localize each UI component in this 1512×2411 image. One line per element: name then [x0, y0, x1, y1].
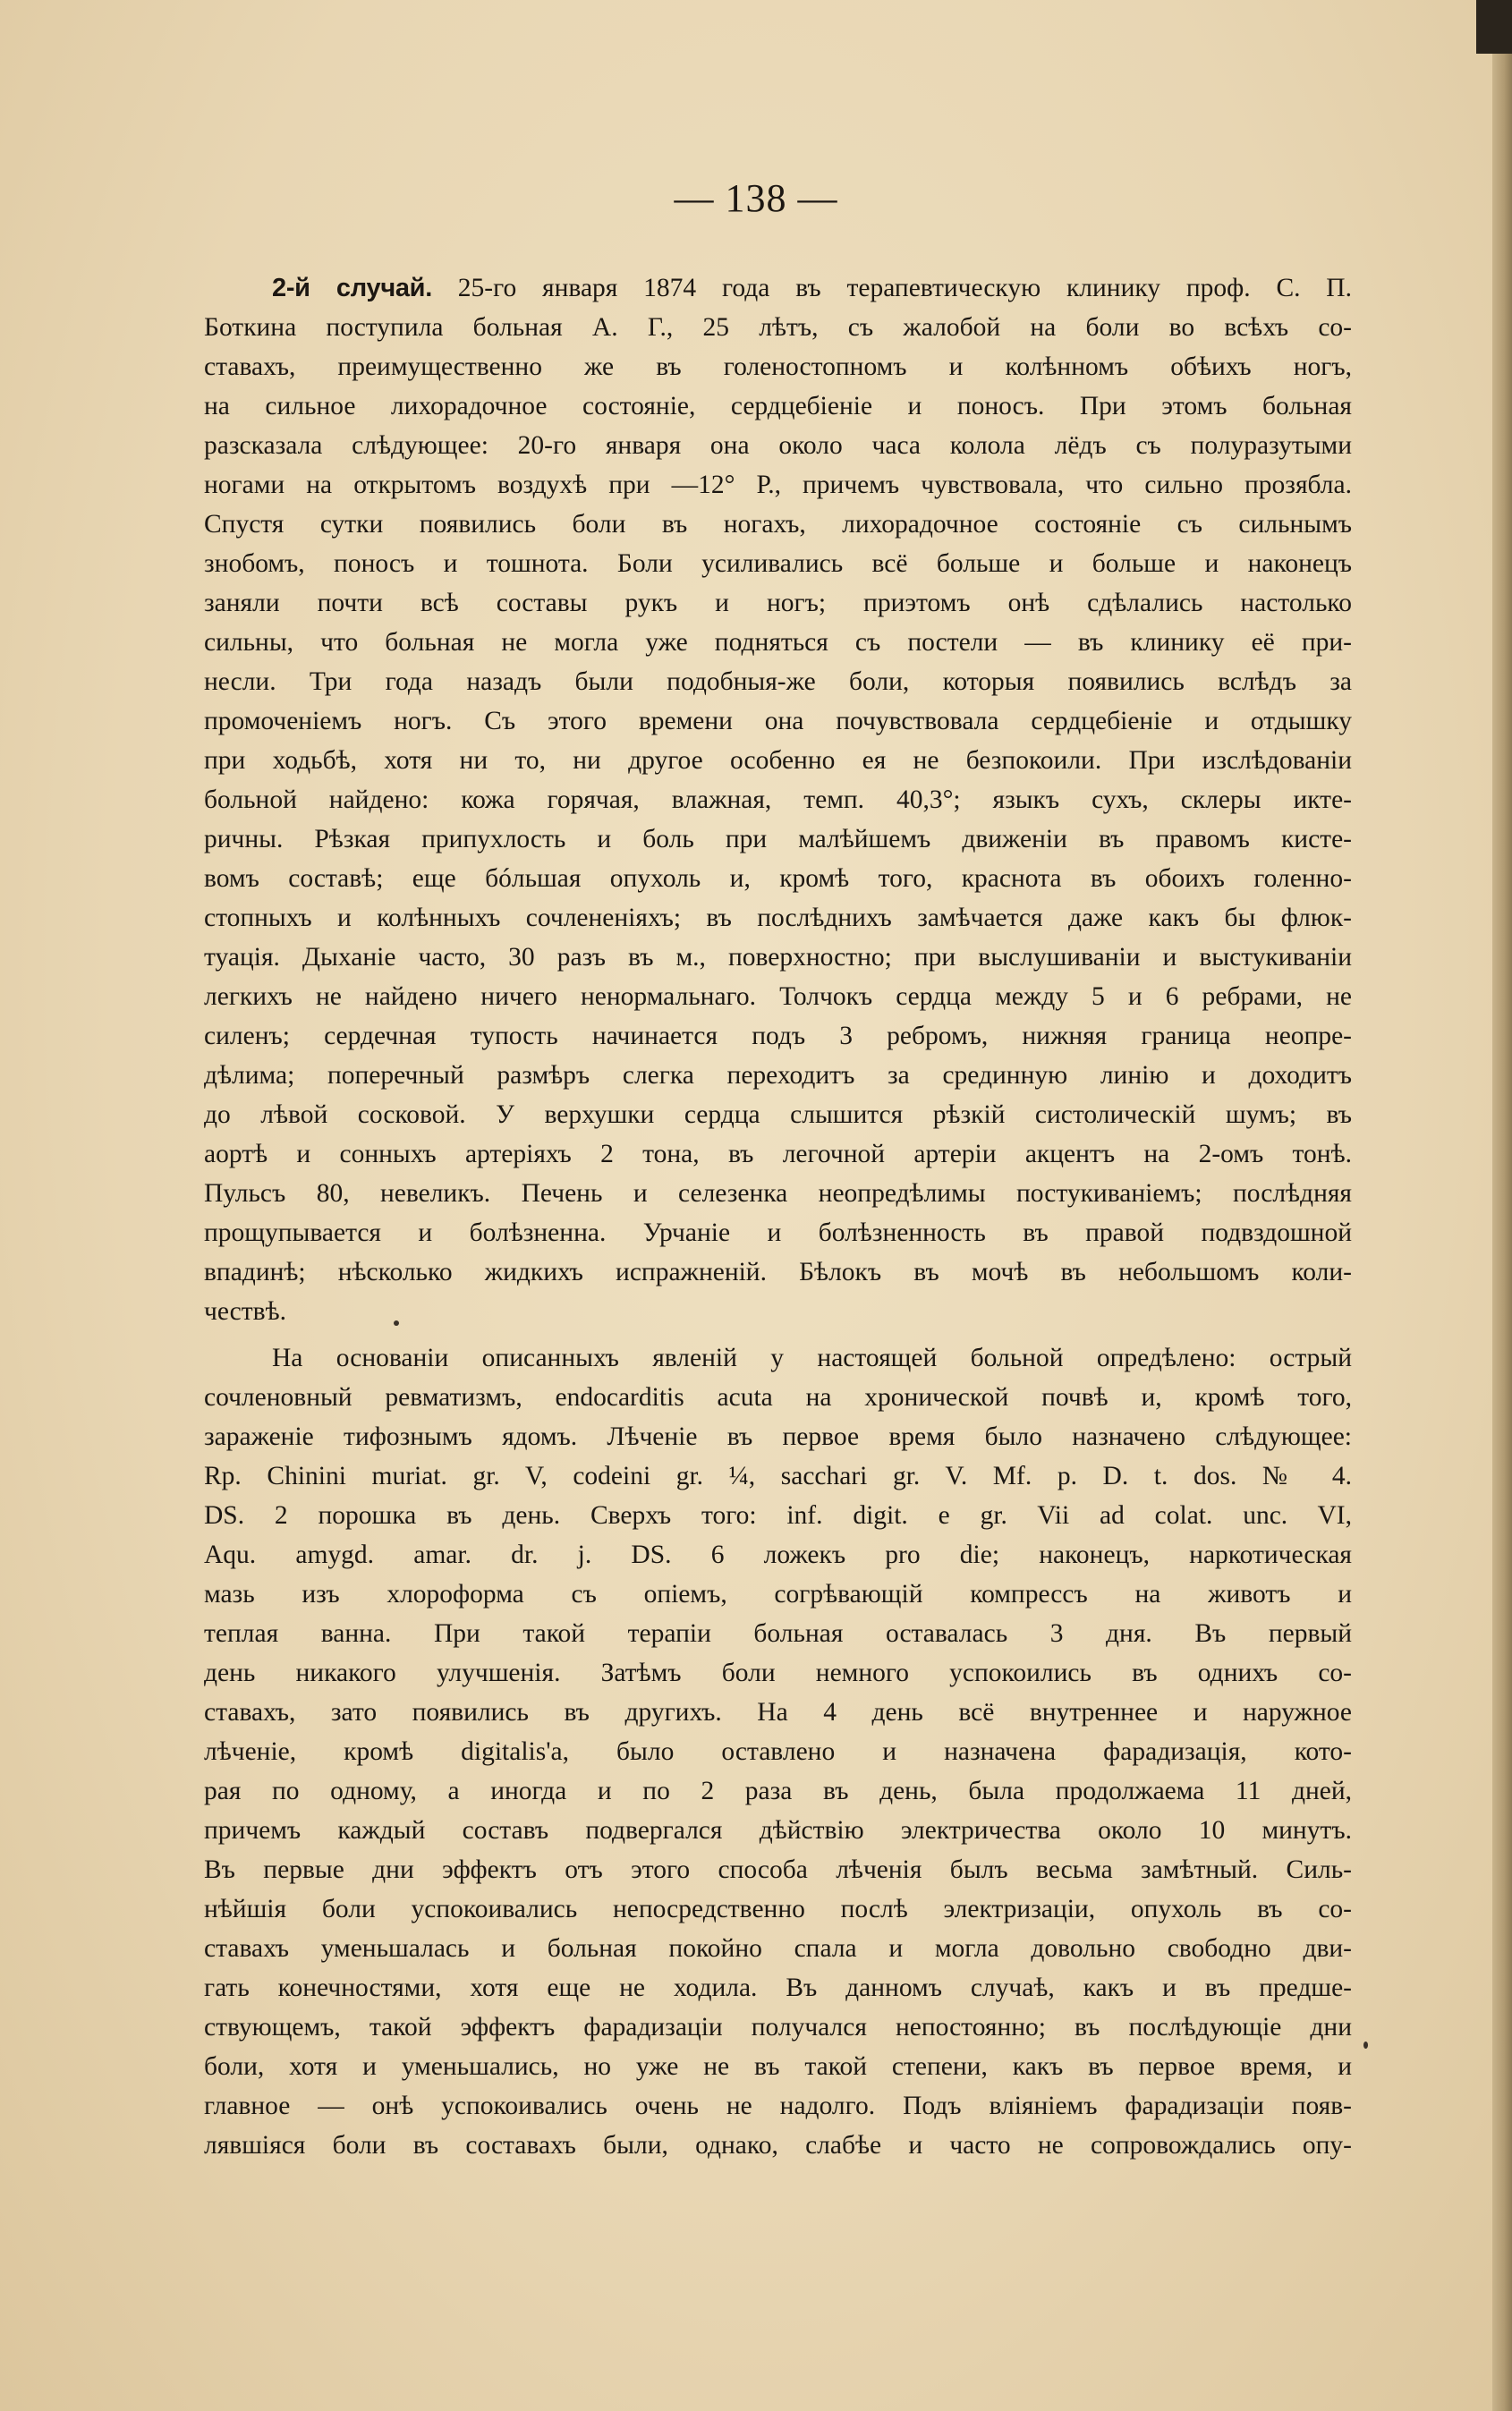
- text-line: Aqu. amygd. amar. dr. j. DS. 6 ложекъ pro die; наконецъ, наркотическая: [204, 1541, 1352, 1569]
- text-line: дѣлима; поперечный размѣръ слегка переходитъ за срединную линію и доходитъ: [204, 1061, 1352, 1090]
- text-line: ствующемъ, такой эффектъ фарадизаціи получался непостоянно; въ послѣдующіе дни: [204, 2013, 1352, 2042]
- text-line: главное — онѣ успокоивались очень не надолго. Подъ вліяніемъ фарадизаціи появ-: [204, 2092, 1352, 2120]
- paragraph-2-first-line: На основаніи описанныхъ явленій у настоящей больной опредѣлено: острый: [272, 1344, 1352, 1372]
- text-line: аортѣ и сонныхъ артеріяхъ 2 тона, въ легочной артеріи акцентъ на 2-омъ тонѣ.: [204, 1140, 1352, 1168]
- scan-corner: [1476, 0, 1512, 54]
- text-line: вомъ составѣ; еще бóльшая опухоль и, кромѣ того, краснота въ обоихъ голенно-: [204, 864, 1352, 893]
- text-line: мазь изъ хлороформа съ опіемъ, согрѣвающій компрессъ на животъ и: [204, 1580, 1352, 1609]
- text-line: силенъ; сердечная тупость начинается подъ 3 ребромъ, нижняя граница неопре-: [204, 1022, 1352, 1050]
- text-line: зараженіе тифознымъ ядомъ. Лѣченіе въ первое время было назначено слѣдующее:: [204, 1422, 1352, 1451]
- text-line: ногами на открытомъ воздухѣ при —12° Р., причемъ чувствовала, что сильно прозябла.: [204, 471, 1352, 499]
- text-line: теплая ванна. При такой терапіи больная оставалась 3 дня. Въ первый: [204, 1619, 1352, 1648]
- text-line: сочленовный ревматизмъ, endocarditis acuta на хронической почвѣ и, кромѣ того,: [204, 1383, 1352, 1412]
- text-line: день никакого улучшенія. Затѣмъ боли немного успокоились въ однихъ со-: [204, 1659, 1352, 1687]
- text-line: на сильное лихорадочное состояніе, сердцебіеніе и поносъ. При этомъ больная: [204, 392, 1352, 420]
- text-line: сильны, что больная не могла уже подняться съ постели — въ клинику её при-: [204, 628, 1352, 657]
- page-number: — 138 —: [674, 176, 838, 220]
- text-line: стопныхъ и колѣнныхъ сочлененіяхъ; въ послѣднихъ замѣчается даже какъ бы флюк-: [204, 904, 1352, 932]
- text-line: Боткина поступила больная А. Г., 25 лѣтъ, съ жалобой на боли во всѣхъ со-: [204, 313, 1352, 342]
- text-line: боли, хотя и уменьшались, но уже не въ такой степени, какъ въ первое время, и: [204, 2052, 1352, 2081]
- case-label: 2-й случай.: [272, 274, 432, 302]
- text-line: разсказала слѣдующее: 20-го января она около часа колола лёдъ съ полуразутыми: [204, 431, 1352, 460]
- text-line: DS. 2 порошка въ день. Сверхъ того: inf. digit. e gr. Vii ad colat. unc. VI,: [204, 1501, 1352, 1530]
- paragraph-1-line-1: [272, 268, 1352, 308]
- ink-speck: [1363, 2042, 1368, 2049]
- text-line: туація. Дыханіе часто, 30 разъ въ м., поверхностно; при выслушиваніи и выстукиваніи: [204, 943, 1352, 972]
- ink-speck: [394, 1320, 399, 1326]
- text-line: гать конечностями, хотя еще не ходила. Въ данномъ случаѣ, какъ и въ предше-: [204, 1974, 1352, 2002]
- text-line: Пульсъ 80, невеликъ. Печень и селезенка неопредѣлимы постукиваніемъ; послѣдняя: [204, 1179, 1352, 1208]
- text-line: рая по одному, а иногда и по 2 раза въ день, была продолжаема 11 дней,: [204, 1777, 1352, 1805]
- text-line: ричны. Рѣзкая припухлость и боль при малѣйшемъ движеніи въ правомъ кисте-: [204, 825, 1352, 853]
- text-line: больной найдено: кожа горячая, влажная, темп. 40,3°; языкъ сухъ, склеры икте-: [204, 785, 1352, 814]
- page-edge: [1492, 0, 1512, 2411]
- text-line: причемъ каждый составъ подвергался дѣйствію электричества около 10 минутъ.: [204, 1816, 1352, 1845]
- text-line: при ходьбѣ, хотя ни то, ни другое особенно ея не безпокоили. При изслѣдованіи: [204, 746, 1352, 775]
- paragraph-1-first-line: 25-го января 1874 года въ терапевтическую клинику проф. С. П.: [457, 274, 1352, 302]
- text-line: Въ первые дни эффектъ отъ этого способа лѣченія былъ весьма замѣтный. Силь-: [204, 1855, 1352, 1884]
- text-line: ставахъ уменьшалась и больная покойно спала и могла довольно свободно дви-: [204, 1934, 1352, 1963]
- text-line: несли. Три года назадъ были подобныя-же боли, которыя появились вслѣдъ за: [204, 667, 1352, 696]
- text-line: Rp. Chinini muriat. gr. V, codeini gr. ¼, sacchari gr. V. Mf. p. D. t. dos. № 4.: [204, 1462, 1352, 1490]
- text-line: впадинѣ; нѣсколько жидкихъ испражненій. Бѣлокъ въ мочѣ въ небольшомъ коли-: [204, 1258, 1352, 1286]
- text-line: Спустя сутки появились боли въ ногахъ, лихорадочное состояніе съ сильнымъ: [204, 510, 1352, 539]
- text-line: знобомъ, поносъ и тошнота. Боли усиливались всё больше и больше и наконецъ: [204, 549, 1352, 578]
- text-line: заняли почти всѣ составы рукъ и ногъ; приэтомъ онѣ сдѣлались настолько: [204, 589, 1352, 617]
- text-line: чествѣ.: [204, 1297, 286, 1326]
- text-line: ставахъ, преимущественно же въ голеностопномъ и колѣнномъ обѣихъ ногъ,: [204, 352, 1352, 381]
- text-line: прощупывается и болѣзненна. Урчаніе и болѣзненность въ правой подвздошной: [204, 1218, 1352, 1247]
- text-line: ставахъ, зато появились въ другихъ. На 4 день всё внутреннее и наружное: [204, 1698, 1352, 1727]
- text-line: лявшіяся боли въ составахъ были, однако, слабѣе и часто не сопровождались опу-: [204, 2131, 1352, 2160]
- text-line: лѣченіе, кромѣ digitalis'a, было оставлено и назначена фарадизація, кото-: [204, 1737, 1352, 1766]
- text-line: промоченіемъ ногъ. Съ этого времени она почувствовала сердцебіеніе и отдышку: [204, 707, 1352, 735]
- text-line: легкихъ не найдено ничего ненормальнаго. Толчокъ сердца между 5 и 6 ребрами, не: [204, 982, 1352, 1011]
- text-line: до лѣвой сосковой. У верхушки сердца слышится рѣзкій систолическій шумъ; въ: [204, 1100, 1352, 1129]
- text-line: нѣйшія боли успокоивались непосредственно послѣ электризаціи, опухоль въ со-: [204, 1895, 1352, 1923]
